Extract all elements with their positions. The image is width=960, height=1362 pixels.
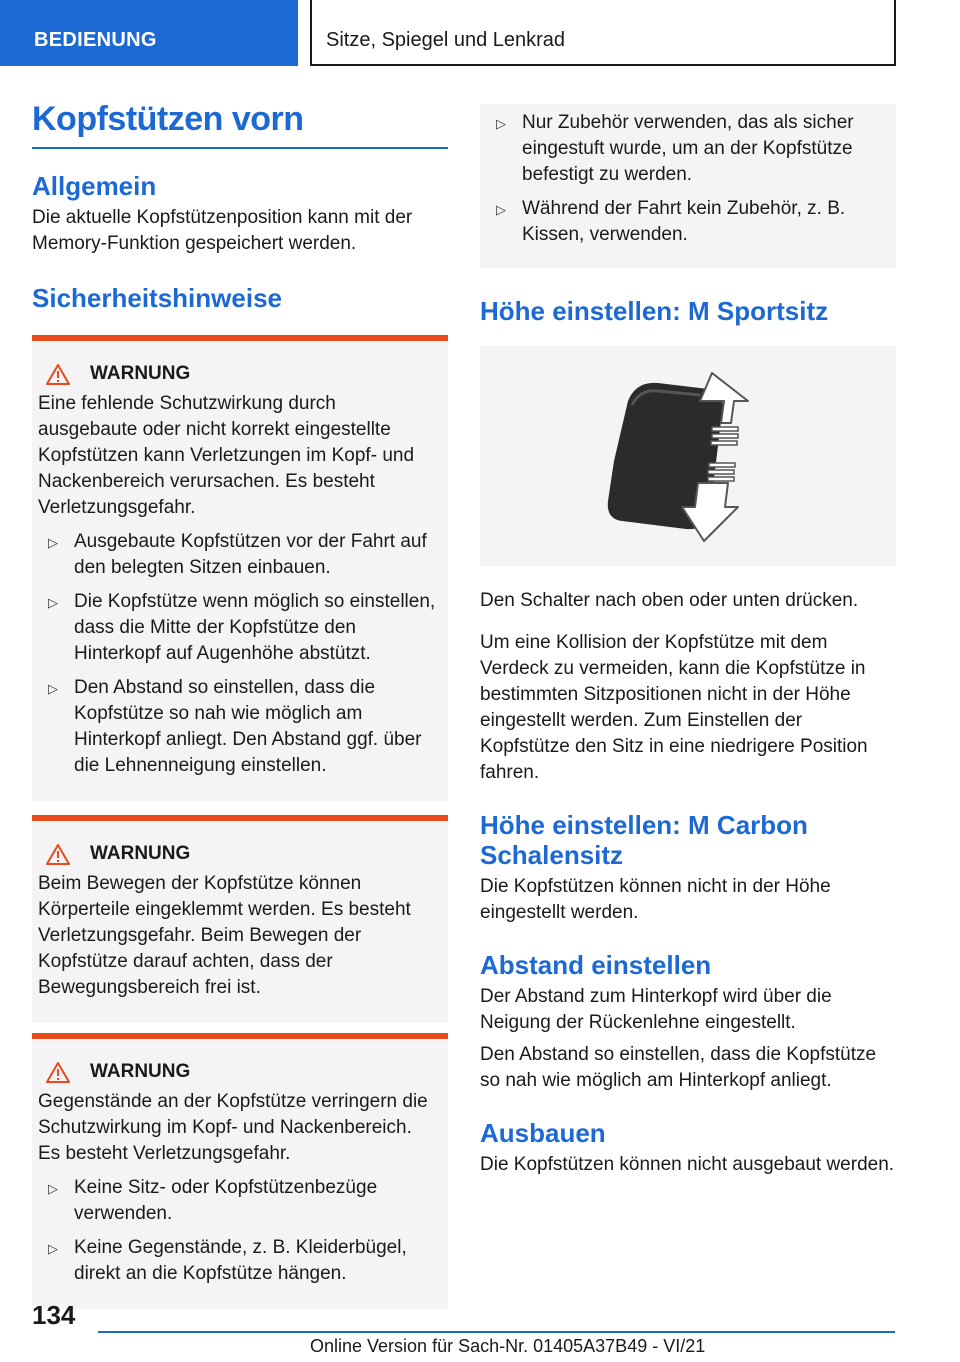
sport-text-1: Den Schalter nach oben oder unten drücken.: [480, 590, 859, 611]
warning-text: Eine fehlende Schutzwirkung durch ausgebaute oder nicht korrekt eingestellte Kopfstützen kann Verletzungen im Kopf- und Nackenbereich verursachen. Es besteht Verletzungsgefahr.: [38, 393, 415, 518]
warning-triangle-icon: [46, 844, 70, 865]
warning-bullets: [38, 1175, 438, 1287]
page-title: Kopfstützen vorn: [32, 100, 448, 149]
heading-distance: Abstand einstellen: [480, 950, 712, 980]
warning-triangle-icon: [46, 364, 70, 385]
warning-box-2: [32, 815, 448, 1023]
remove-text: Die Kopfstützen können nicht ausgebaut werden.: [480, 1154, 895, 1175]
warning-title: [38, 363, 438, 385]
list-item: ▷ Keine Gegenstände, z. B. Kleiderbügel, direkt an die Kopfstütze hängen.: [38, 1235, 438, 1287]
list-item: ▷ Keine Sitz- oder Kopfstützenbezüge verwenden.: [38, 1175, 438, 1227]
headrest-switch-figure: [480, 346, 896, 566]
carbon-text: Die Kopfstützen können nicht in der Höhe eingestellt werden.: [480, 876, 831, 923]
warning-box-1: [32, 335, 448, 801]
online-version-note: Online Version für Sach-Nr. 01405A37B49 - VI/21: [310, 1336, 706, 1356]
warning-label: WARNUNG: [90, 843, 191, 864]
warning-title: [38, 843, 438, 865]
distance-text-1: Der Abstand zum Hinterkopf wird über die Neigung der Rückenlehne eingestellt.: [480, 986, 832, 1033]
page-number: 134: [32, 1300, 76, 1330]
list-item: ▷ Den Abstand so einstellen, dass die Kopfstütze so nah wie möglich am Hinterkopf anliegt. Den Abstand ggf. über die Lehnenneigung einstellen.: [38, 675, 438, 779]
page-header: [0, 0, 960, 66]
bullet-triangle-icon: ▷: [48, 1181, 58, 1196]
distance-text-2: Den Abstand so einstellen, dass die Kopfstütze so nah wie möglich am Hinterkopf anliegt.: [480, 1044, 877, 1091]
bullet-triangle-icon: ▷: [48, 595, 58, 610]
list-item: ▷ Während der Fahrt kein Zubehör, z. B. Kissen, verwenden.: [486, 196, 886, 248]
general-text: Die aktuelle Kopfstützenposition kann mit der Memory-Funktion gespeichert werden.: [32, 207, 413, 254]
heading-safety: Sicherheitshinweise: [32, 283, 282, 313]
bullet-triangle-icon: ▷: [496, 116, 506, 131]
warning-text: Gegenstände an der Kopfstütze verringern die Schutzwirkung im Kopf- und Nackenbereich. Es besteht Verletzungsgefahr.: [38, 1091, 428, 1164]
heading-sport-seat: Höhe einstellen: M Sportsitz: [480, 296, 829, 326]
warning-box-3: [32, 1033, 448, 1309]
warning-label: WARNUNG: [90, 363, 191, 384]
list-item: ▷ Nur Zubehör verwenden, das als sicher eingestuft wurde, um an der Kopfstütze befestigt zu werden.: [486, 110, 886, 188]
headrest-switch-illustration-icon: [588, 361, 788, 551]
warning-continuation: [480, 104, 896, 268]
left-column: [32, 100, 448, 1309]
bullet-triangle-icon: ▷: [48, 535, 58, 550]
continued-bullets: [486, 110, 886, 248]
bullet-triangle-icon: ▷: [48, 681, 58, 696]
sport-text-2: Um eine Kollision der Kopfstütze mit dem Verdeck zu vermeiden, kann die Kopfstütze in bestimmten Sitzpositionen nicht in der Höhe eingestellt werden. Zum Einstellen der Kopfstütze den Sitz in eine niedrigere Position fahren.: [480, 632, 868, 783]
warning-triangle-icon: [46, 1062, 70, 1083]
heading-general: Allgemein: [32, 171, 157, 201]
warning-title: [38, 1061, 438, 1083]
list-item: ▷ Ausgebaute Kopfstützen vor der Fahrt auf den belegten Sitzen einbauen.: [38, 529, 438, 581]
list-item: ▷ Die Kopfstütze wenn möglich so einstellen, dass die Mitte der Kopfstütze den Hinterkopf auf Augenhöhe abstützt.: [38, 589, 438, 667]
chapter-label: Sitze, Spiegel und Lenkrad: [310, 0, 896, 66]
warning-label: WARNUNG: [90, 1061, 191, 1082]
bullet-triangle-icon: ▷: [48, 1241, 58, 1256]
bullet-triangle-icon: ▷: [496, 202, 506, 217]
heading-carbon-seat: Höhe einstellen: M Carbon Schalensitz: [480, 810, 808, 870]
warning-bullets: [38, 529, 438, 779]
section-label: BEDIENUNG: [0, 0, 298, 66]
right-column: [480, 104, 896, 1188]
footer-divider: [98, 1331, 895, 1333]
warning-text: Beim Bewegen der Kopfstütze können Körperteile eingeklemmt werden. Es besteht Verletzungsgefahr. Beim Bewegen der Kopfstütze darauf achten, dass der Bewegungsbereich frei ist.: [38, 873, 411, 998]
heading-remove: Ausbauen: [480, 1118, 606, 1148]
